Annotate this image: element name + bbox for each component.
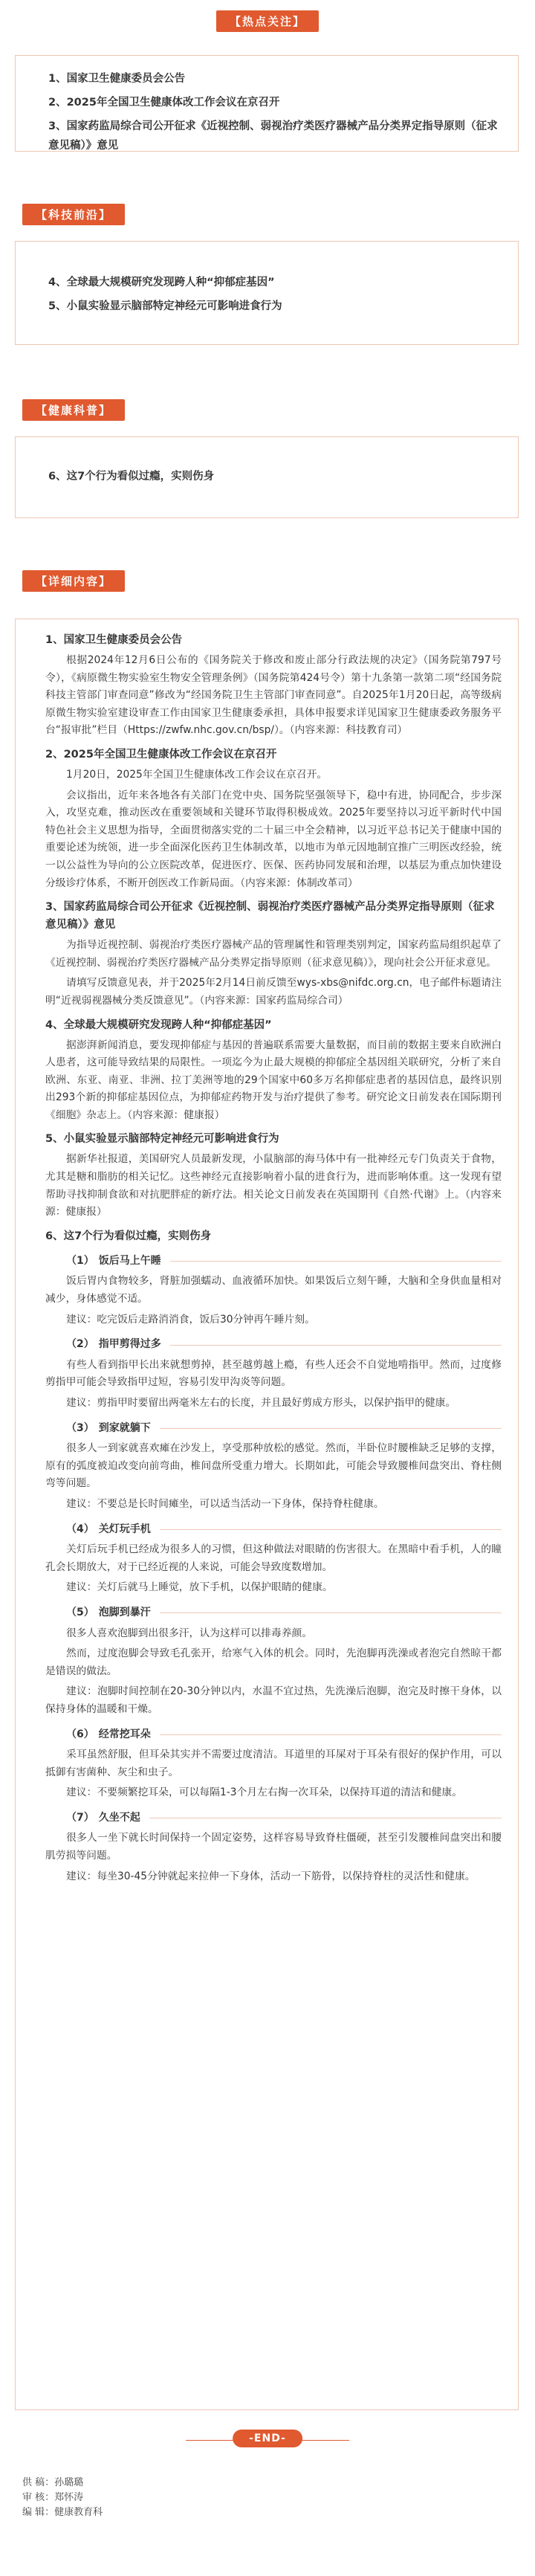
health-section-label: 【健康科普】 (22, 399, 125, 421)
subsection-number: （7） (66, 1811, 94, 1824)
list-item[interactable]: 2、2025年全国卫生健康体改工作会议在京召开 (48, 97, 280, 109)
paragraph: 为指导近视控制、弱视治疗类医疗器械产品的管理属性和管理类别判定，国家药监局组织起草了《近视控制、弱视治疗类医疗器械产品分类界定指导原则（征求意见稿）》，现向社会公开征求意见。 (45, 939, 502, 969)
subsection-title: 经常挖耳朵 (98, 1728, 151, 1740)
credit-supply: 供 稿：孙璐璐 (22, 2477, 84, 2488)
paragraph: 很多人喜欢泡脚到出很多汗，认为这样可以排毒养颜。 (66, 1627, 313, 1639)
list-item[interactable]: 4、全球最大规模研究发现跨人种“抑郁症基因” (48, 277, 275, 288)
article-title: 2、2025年全国卫生健康体改工作会议在京召开 (45, 748, 277, 761)
paragraph: 建议：吃完饭后走路消消食，饭后30分钟再午睡片刻。 (66, 1313, 315, 1326)
list-item[interactable]: 1、国家卫生健康委员会公告 (48, 73, 186, 85)
paragraph: 1月20日，2025年全国卫生健康体改工作会议在京召开。 (66, 768, 328, 781)
tech-frontier-box (15, 241, 519, 345)
subsection-title: 饭后马上午睡 (98, 1254, 161, 1267)
credit-editor: 编 辑：健康教育科 (22, 2507, 103, 2518)
paragraph: 会议指出，近年来各地各有关部门在党中央、国务院坚强领导下，稳中有进，协同配合，步步深入，攻坚克难，推动医改在重要领域和关键环节取得积极成效。2025年要坚持以习近平新时代中国特色社会主义思想为指导，全面贯彻落实党的二十届三中全会精神，以习近平总书记关于健康中国的重要论述为统领，进一步全面深化医药卫生体制改革，以地市为单元因地制宜推广三明医改经验，统一以公益性为导向的公立医院改革，促进医疗、医保、医药协同发展和治理，以基层为重点加快建设分级诊疗体系，不断开创医改工作新局面。（内容来源：体制改革司） (45, 789, 502, 889)
end-right-rule (297, 2440, 349, 2441)
paragraph: 建议：每坐30-45分钟就起来拉伸一下身体，活动一下筋骨，以保持脊柱的灵活性和健康。 (66, 1870, 476, 1882)
article-title: 5、小鼠实验显示脑部特定神经元可影响进食行为 (45, 1133, 279, 1146)
divider (170, 1261, 502, 1262)
end-left-rule (186, 2440, 238, 2441)
divider (160, 1734, 502, 1735)
paragraph: 然而，过度泡脚会导致毛孔张开，给寒气入体的机会。同时，先泡脚再洗澡或者泡完自然晾干都是错误的做法。 (45, 1647, 502, 1677)
subsection-title: 到家就躺下 (98, 1421, 151, 1434)
paragraph: 有些人看到指甲长出来就想剪掉，甚至越剪越上瘾，有些人还会不自觉地啃指甲。然而，过度修剪指甲可能会导致指甲过短，容易引发甲沟炎等问题。 (45, 1358, 502, 1389)
divider (160, 1529, 502, 1530)
credits (22, 2476, 103, 2520)
paragraph: 饭后胃内食物较多，肾脏加强蠕动、血液循环加快。如果饭后立刻午睡，大脑和全身供血量相对减少，身体感觉不适。 (45, 1275, 502, 1305)
tech-section-label: 【科技前沿】 (22, 204, 125, 225)
article-title: 4、全球最大规模研究发现跨人种“抑郁症基因” (45, 1019, 272, 1031)
subsection-title: 指甲剪得过多 (98, 1338, 161, 1351)
subsection-title: 泡脚到暴汗 (98, 1606, 151, 1618)
article-title: 6、这7个行为看似过瘾，实则伤身 (45, 1230, 212, 1242)
subsection-number: （2） (66, 1338, 94, 1351)
hot-topics-box (15, 55, 519, 152)
paragraph: 建议：泡脚时间控制在20-30分钟以内，水温不宜过热，先洗澡后泡脚，泡完及时擦干身体，以保持身体的温暖和干燥。 (45, 1685, 502, 1715)
subsection-heading (66, 1604, 502, 1622)
article-title: 1、国家卫生健康委员会公告 (45, 634, 183, 646)
divider (160, 1428, 502, 1429)
subsection-title: 关灯玩手机 (98, 1523, 151, 1535)
paragraph: 建议：不要频繁挖耳朵，可以每隔1-3个月左右掏一次耳朵，以保持耳道的清洁和健康。 (66, 1786, 463, 1799)
divider (170, 1345, 502, 1346)
subsection-number: （6） (66, 1728, 94, 1740)
credit-review: 审 核：郑怀涛 (22, 2492, 84, 2503)
paragraph: 请填写反馈意见表，并于2025年2月14日前反馈至wys-xbs@nifdc.org.cn，电子邮件标题请注明“近视弱视器械分类反馈意见”。（内容来源：国家药监局综合司） (45, 977, 502, 1007)
paragraph: 建议：关灯后就马上睡觉，放下手机，以保护眼睛的健康。 (66, 1581, 333, 1594)
hot-section-label: 【热点关注】 (216, 10, 319, 32)
detail-content-box (15, 619, 519, 2410)
subsection-heading (66, 1726, 502, 1744)
subsection-heading (66, 1521, 502, 1539)
paragraph: 采耳虽然舒服，但耳朵其实并不需要过度清洁。耳道里的耳屎对于耳朵有很好的保护作用，可以抵御有害菌种、灰尘和虫子。 (45, 1749, 502, 1778)
paragraph: 很多人一到家就喜欢瘫在沙发上，享受那种放松的感觉。然而，半卧位时腰椎缺乏足够的支撑，原有的弧度被迫改变向前弯曲，椎间盘所受重力增大。长期如此，可能会导致腰椎间盘突出、脊柱侧弯等问题。 (45, 1442, 502, 1490)
end-tag: -END- (233, 2430, 302, 2447)
subsection-title: 久坐不起 (98, 1811, 140, 1824)
end-marker (0, 2425, 535, 2455)
paragraph: 很多人一坐下就长时间保持一个固定姿势，这样容易导致脊柱僵硬，甚至引发腰椎间盘突出和腰肌劳损等问题。 (45, 1832, 502, 1862)
article-title: 3、国家药监局综合司公开征求《近视控制、弱视治疗类医疗器械产品分类界定指导原则（征求意见稿）》意见 (45, 901, 495, 932)
paragraph: 建议：剪指甲时要留出两毫米左右的长度，并且最好剪成方形头，以保护指甲的健康。 (66, 1397, 456, 1409)
list-item[interactable]: 6、这7个行为看似过瘾，实则伤身 (48, 471, 215, 482)
paragraph: 据澎湃新闻消息，要发现抑郁症与基因的普遍联系需要大量数据，而目前的数据主要来自欧洲白人患者，这可能导致结果的局限性。一项迄今为止最大规模的抑郁症全基因组关联研究，分析了来自欧洲、东亚、南亚、非洲、拉丁美洲等地的29个国家中60多万名抑郁症患者的基因信息，最终识别出293个新的抑郁症基因位点，为抑郁症药物开发与治疗提供了参考。研究论文日前发表在国际期刊《细胞》杂志上。（内容来源：健康报） (45, 1039, 502, 1121)
paragraph: 建议：不要总是长时间瘫坐，可以适当活动一下身体，保持脊柱健康。 (66, 1497, 384, 1510)
health-science-box (15, 436, 519, 518)
subsection-number: （1） (66, 1254, 94, 1267)
paragraph: 据新华社报道，美国研究人员最新发现，小鼠脑部的海马体中有一批神经元专门负责关于食物，尤其是糖和脂肪的相关记忆。这些神经元直接影响着小鼠的进食行为，进而影响体重。这一发现有望帮助寻找抑制食欲和对抗肥胖症的新疗法。相关论文日前发表在英国期刊《自然·代谢》上。（内容来源：健康报） (45, 1153, 502, 1218)
subsection-heading (66, 1810, 502, 1827)
subsection-number: （4） (66, 1523, 94, 1535)
list-item[interactable]: 3、国家药监局综合司公开征求《近视控制、弱视治疗类医疗器械产品分类界定指导原则（征求意见稿）》意见 (48, 120, 498, 152)
subsection-number: （3） (66, 1421, 94, 1434)
list-item[interactable]: 5、小鼠实验显示脑部特定神经元可影响进食行为 (48, 300, 282, 312)
subsection-number: （5） (66, 1606, 94, 1618)
detail-section-label: 【详细内容】 (22, 570, 125, 592)
subsection-heading (66, 1253, 502, 1271)
paragraph: 关灯后玩手机已经成为很多人的习惯，但这种做法对眼睛的伤害很大。在黑暗中看手机，人的瞳孔会长期放大，对于已经近视的人来说，可能会导致度数增加。 (45, 1543, 502, 1573)
subsection-heading (66, 1336, 502, 1354)
subsection-heading (66, 1420, 502, 1438)
paragraph: 根据2024年12月6日公布的《国务院关于修改和废止部分行政法规的决定》（国务院第797号令），《病原微生物实验室生物安全管理条例》（国务院第424号令）第十九条第一款第二项“经国务院科技主管部门审查同意”修改为“经国务院卫生主管部门审查同意”。自2025年1月20日起，高等级病原微生物实验室建设审查工作由国家卫生健康委承担，具体申报要求详见国家卫生健康委政务服务平台“报审批”栏目（Https://zwfw.nhc.gov.cn/bsp/）。（内容来源：科技教育司） (45, 654, 502, 737)
